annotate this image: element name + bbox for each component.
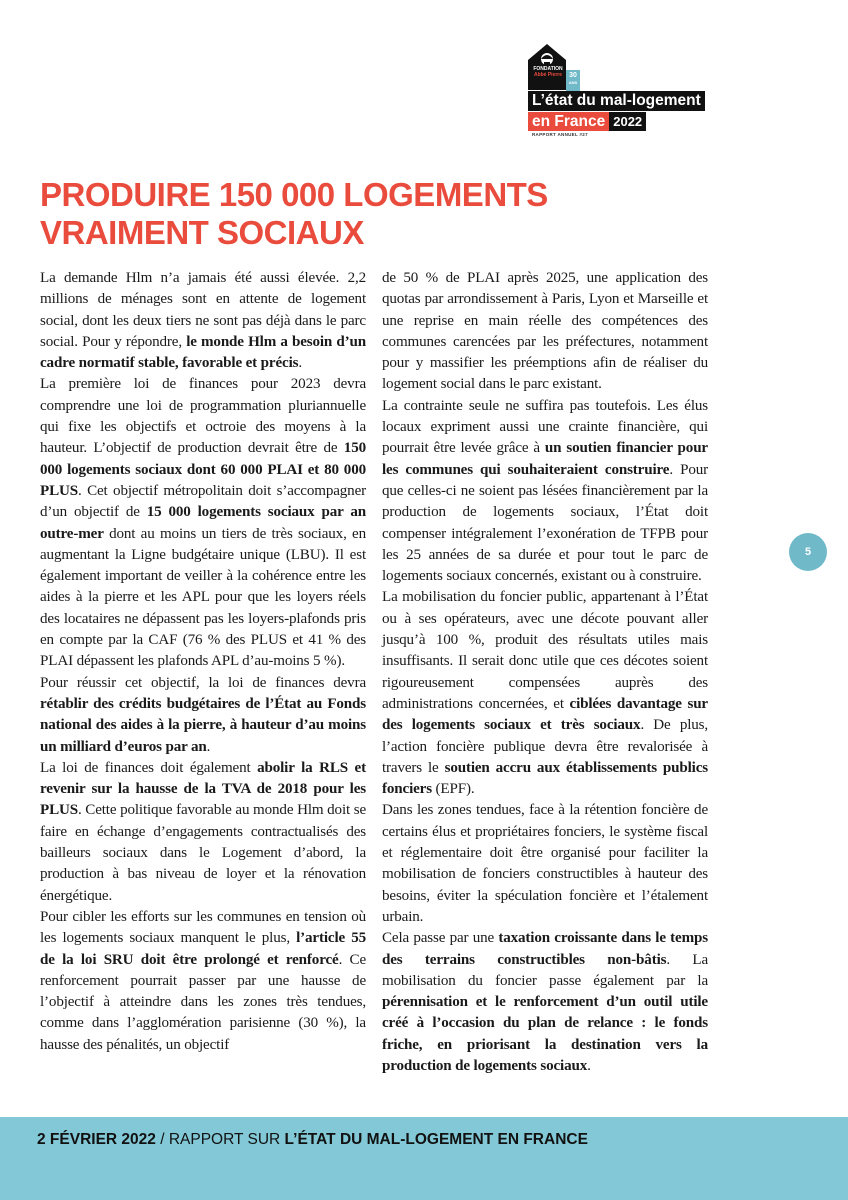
logo-en-france: en France [528, 112, 609, 131]
footer-report-title: L’ÉTAT DU MAL-LOGEMENT EN FRANCE [284, 1131, 588, 1148]
paragraph: Pour cibler les efforts sur les communes en tension où les logements sociaux manquent le plus, l’article 55 de la loi SRU doit être prolongé et renforcé. Ce renforcement pourrait passer par une hausse de l’objectif à atteindre dans les zones très tendues, comme dans l’agglomération parisienne (30 %), la hausse des pénalités, un objectif [40, 908, 366, 1053]
footer-separator: / [155, 1131, 169, 1148]
paragraph: Cela passe par une taxation croissante dans le temps des terrains constructibles non-bâtis. La mobilisation du foncier passe également par la pérennisation et le renforcement d’un outil utile créé à l’occasion du plan de relance : le fonds friche, en priorisant la destination vers la production de logements sociaux. [382, 930, 708, 1074]
logo-title-line2 [528, 112, 646, 131]
paragraph: La première loi de finances pour 2023 devra comprendre une loi de programmation pluriannuelle qui fixe les objectifs et octroie des moyens à la hauteur. L’objectif de production devrait être de 150 000 logements sociaux dont 60 000 PLAI et 80 000 PLUS. Cet objectif métropolitain doit s’accompagner d’un objectif de 15 000 logements sociaux par an outre-mer dont au moins un tiers de très sociaux, en augmentant la Ligne budgétaire unique (LBU). Il est également important de veiller à la cohérence entre les aides à la pierre et les APL pour que les loyers réels des locataires ne dépassent pas les loyers-plafonds pris en compte par la CAF (76 % des PLUS et 41 % des PLAI dépassent les plafonds APL d’au-moins 5 %). [40, 376, 366, 670]
footer-text [37, 1130, 588, 1150]
abbe-pierre-label: Abbé Pierre [533, 72, 563, 78]
paragraph: Pour réussir cet objectif, la loi de finances devra rétablir des crédits budgétaires de l’État au Fonds national des aides à la pierre, à hauteur d’au moins un milliard d’euros par an. [40, 674, 366, 755]
logo-title-line1: L’état du mal-logement [528, 91, 705, 111]
left-column [40, 268, 366, 1056]
page-number-badge: 5 [789, 533, 827, 571]
anniversary-badge: 30 ANS [566, 70, 580, 91]
report-label: RAPPORT ANNUEL #27 [532, 132, 588, 137]
paragraph: La demande Hlm n’a jamais été aussi élevée. 2,2 millions de ménages sont en attente de logement social, dont les deux tiers ne sont pas déjà dans le parc social. Pour y répondre, le monde Hlm a besoin d’un cadre normatif stable, favorable et précis. [40, 270, 366, 372]
paragraph: La contrainte seule ne suffira pas toutefois. Les élus locaux expriment aussi une crainte financière, qui pourrait être levée grâce à un soutien financier pour les communes qui souhaiteraient construire. Pour que celles-ci ne soient pas lésées financièrement par la production de logements sociaux, l’État doit compenser intégralement l’exonération de TFPB pour les 25 années de sa durée et pour tout le parc de logements sociaux concernés, existant ou à construire. [382, 397, 708, 585]
paragraph: La loi de finances doit également abolir la RLS et revenir sur la hausse de la TVA de 2018 pour les PLUS. Cette politique favorable au monde Hlm doit se faire en échange d’engagements contractualisés des bailleurs sociaux dans le Logement d’abord, la production à bas niveau de loyer et la rénovation énergétique. [40, 759, 366, 904]
right-column [382, 268, 708, 1077]
logo-year: 2022 [609, 112, 646, 131]
paragraph: La mobilisation du foncier public, appartenant à l’État ou à ses opérateurs, avec une décote pouvant aller jusqu’à 100 %, produit des résultats utiles mais insuffisants. Il serait donc utile que ces décotes soient rigoureusement compensées auprès des administrations concernées, et ciblées davantage sur des logements sociaux et très sociaux. De plus, l’action foncière publique devra être revalorisée à travers le soutien accru aux établissements publics fonciers (EPF). [382, 589, 709, 798]
page-title: PRODUIRE 150 000 LOGEMENTS VRAIMENT SOCIAUX [40, 176, 548, 251]
paragraph: de 50 % de PLAI après 2025, une application des quotas par arrondissement à Paris, Lyon et Marseille et une reprise en main réelle des compétences des communes carencées par les préfectures, notamment pour y massifier les préemptions afin de réaliser du logement social dans le parc existant. [382, 270, 708, 393]
footer-date: 2 FÉVRIER 2022 [37, 1131, 156, 1148]
paragraph: Dans les zones tendues, face à la rétention foncière de certains élus et propriétaires fonciers, le système fiscal et réglementaire doit être organisé pour faciliter la mobilisation de fonciers constructibles à hauteur des besoins, éviter la spéculation foncière et l’étalement urbain. [382, 802, 708, 925]
fondation-abbe-pierre-logo [528, 44, 708, 140]
fondation-label: FONDATION Abbé Pierre [531, 66, 565, 78]
footer-label: RAPPORT SUR [168, 1131, 285, 1148]
